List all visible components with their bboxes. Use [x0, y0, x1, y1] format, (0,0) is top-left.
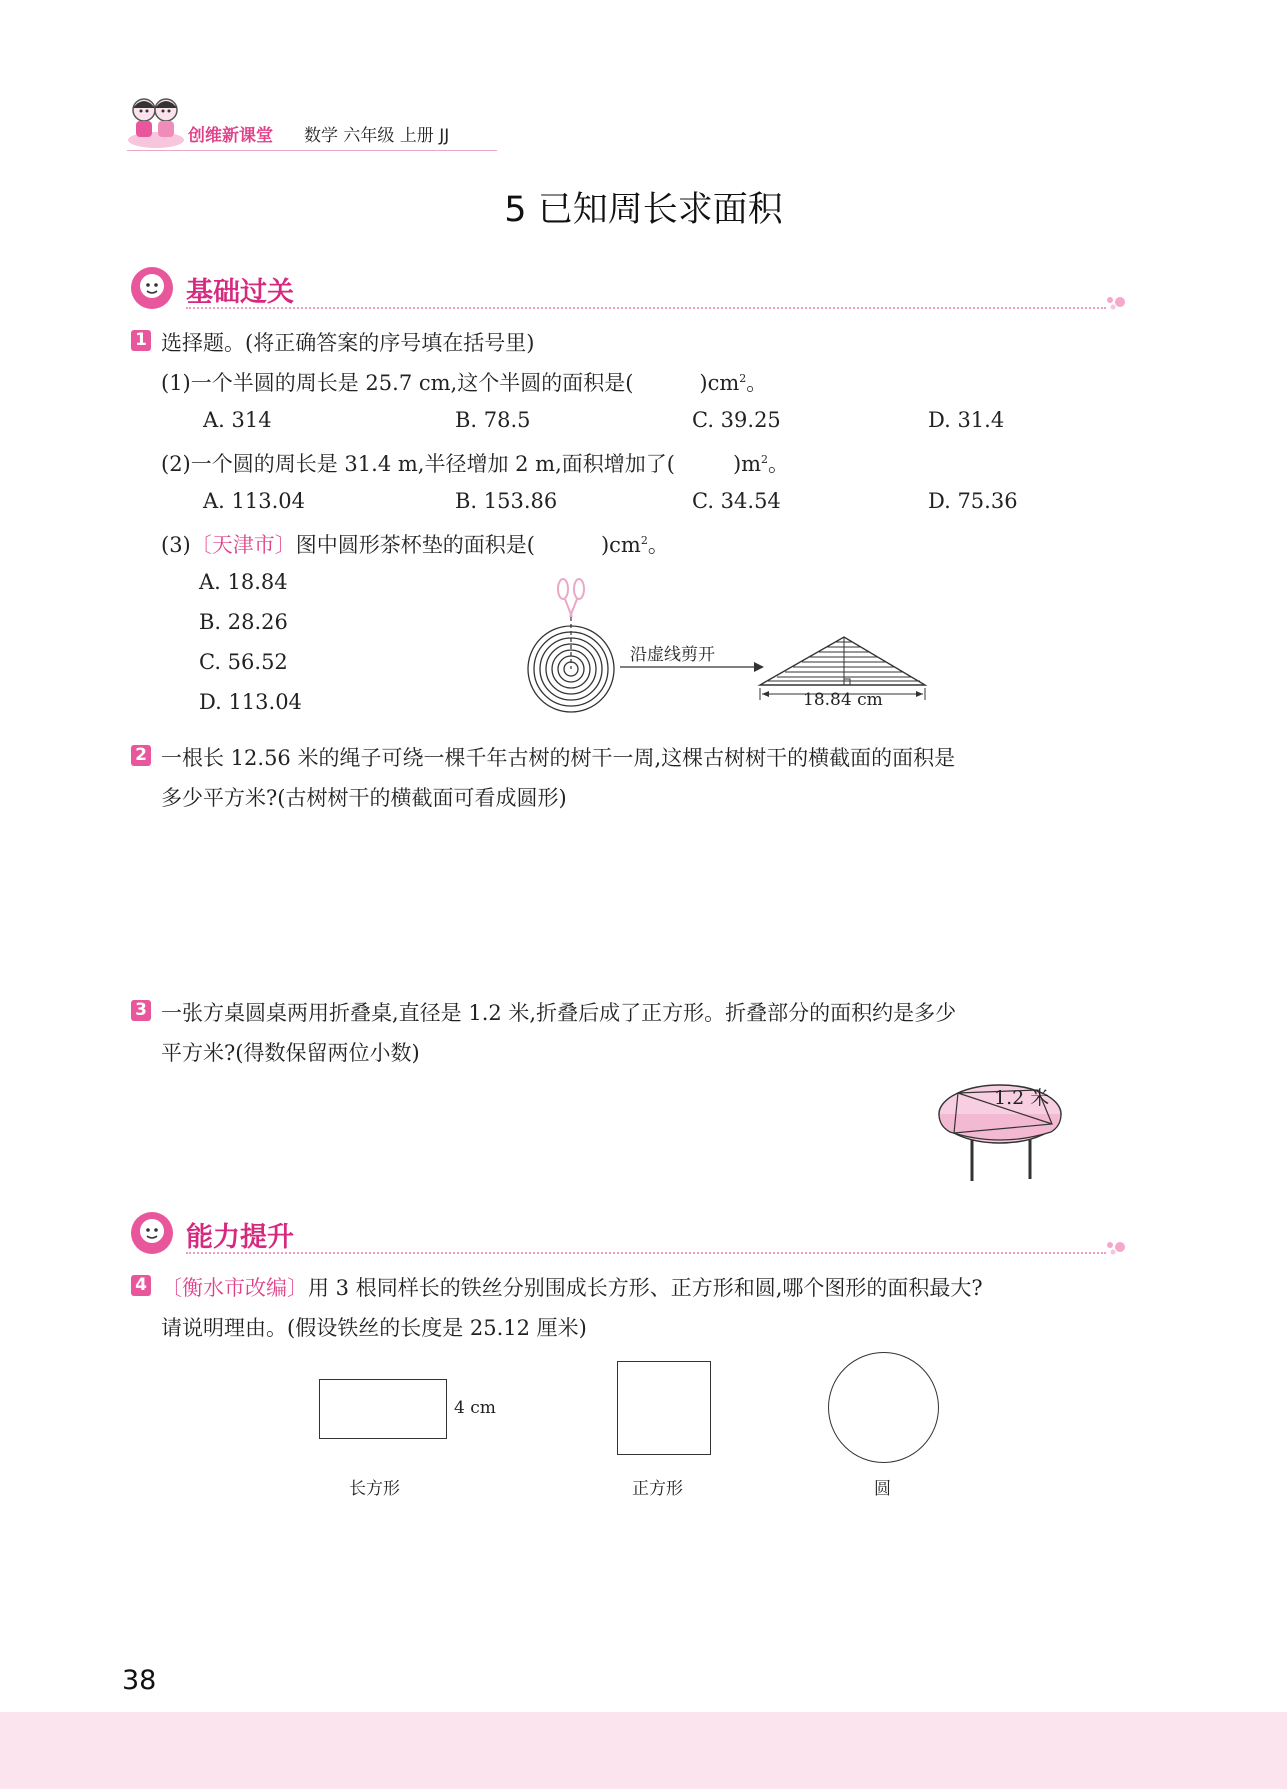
section-mascot-icon-2: [128, 1210, 176, 1256]
question-number-1: 1: [131, 330, 151, 351]
decoration-dots-icon-2: [1104, 1239, 1134, 1255]
question-number-3: 3: [131, 1000, 151, 1021]
question-3-line-2: 平方米?(得数保留两位小数): [161, 1041, 420, 1065]
option-1-3-c: C. 56.52: [199, 650, 288, 674]
circle-label: 圆: [874, 1479, 891, 1499]
question-4-line-2: 请说明理由。(假设铁丝的长度是 25.12 厘米): [161, 1316, 587, 1340]
option-1-1-a: A. 314: [203, 408, 272, 432]
source-tag: 〔天津市〕: [190, 533, 296, 557]
section-divider: [186, 307, 1106, 309]
option-1-2-a: A. 113.04: [203, 489, 305, 513]
decoration-dots-icon: [1104, 294, 1134, 310]
source-tag-2: 〔衡水市改编〕: [161, 1276, 308, 1300]
rectangle-label: 长方形: [349, 1479, 400, 1499]
question-4-line-1: 〔衡水市改编〕用 3 根同样长的铁丝分别围成长方形、正方形和圆,哪个图形的面积最大?: [161, 1276, 983, 1300]
section-title-advanced: 能力提升: [186, 1222, 294, 1253]
square-shape: [617, 1361, 711, 1455]
mascot-logo-icon: [124, 88, 188, 152]
option-1-2-b: B. 153.86: [455, 489, 558, 513]
question-1-stem: 选择题。(将正确答案的序号填在括号里): [161, 331, 535, 355]
square-label: 正方形: [632, 1479, 683, 1499]
header-divider: [127, 150, 497, 151]
circle-shape: [828, 1352, 939, 1463]
book-subject: 数学 六年级 上册 JJ: [304, 126, 450, 146]
question-number-2: 2: [131, 745, 151, 766]
option-1-1-d: D. 31.4: [928, 408, 1005, 432]
option-1-1-b: B. 78.5: [455, 408, 531, 432]
diameter-label: 1.2 米: [994, 1087, 1050, 1109]
brand-name: 创维新课堂: [188, 126, 273, 146]
question-2-line-1: 一根长 12.56 米的绳子可绕一棵千年古树的树干一周,这棵古树树干的横截面的面积是: [161, 746, 956, 770]
footer-band: [0, 1712, 1287, 1789]
question-1-2-text: (2)一个圆的周长是 31.4 m,半径增加 2 m,面积增加了( )$m^2$。: [161, 452, 790, 476]
question-number-4: 4: [131, 1275, 151, 1296]
option-1-1-c: C. 39.25: [692, 408, 781, 432]
scissors-icon: [558, 579, 584, 617]
cut-label: 沿虚线剪开: [630, 645, 715, 665]
rectangle-shape: [319, 1379, 447, 1439]
question-1-1-text: (1)一个半圆的周长是 25.7 cm,这个半圆的面积是( )$cm^2$。: [161, 371, 768, 395]
option-1-3-d: D. 113.04: [199, 690, 302, 714]
section-divider-2: [186, 1252, 1106, 1254]
option-1-3-a: A. 18.84: [199, 570, 288, 594]
question-2-line-2: 多少平方米?(古树树干的横截面可看成圆形): [161, 786, 567, 810]
option-1-2-d: D. 75.36: [928, 489, 1018, 513]
option-1-2-c: C. 34.54: [692, 489, 781, 513]
section-title-basic: 基础过关: [186, 277, 294, 308]
question-3-line-1: 一张方桌圆桌两用折叠桌,直径是 1.2 米,折叠后成了正方形。折叠部分的面积约是多少: [161, 1001, 957, 1025]
option-1-3-b: B. 28.26: [199, 610, 288, 634]
question-1-3-text: (3)〔天津市〕图中圆形茶杯垫的面积是( )$cm^2$。: [161, 533, 669, 557]
page-number: 38: [122, 1665, 157, 1696]
section-mascot-icon: [128, 265, 176, 311]
base-length-label: 18.84 cm: [803, 690, 883, 710]
rectangle-side-label: 4 cm: [454, 1398, 496, 1418]
page-title: 5 已知周长求面积: [504, 190, 783, 230]
